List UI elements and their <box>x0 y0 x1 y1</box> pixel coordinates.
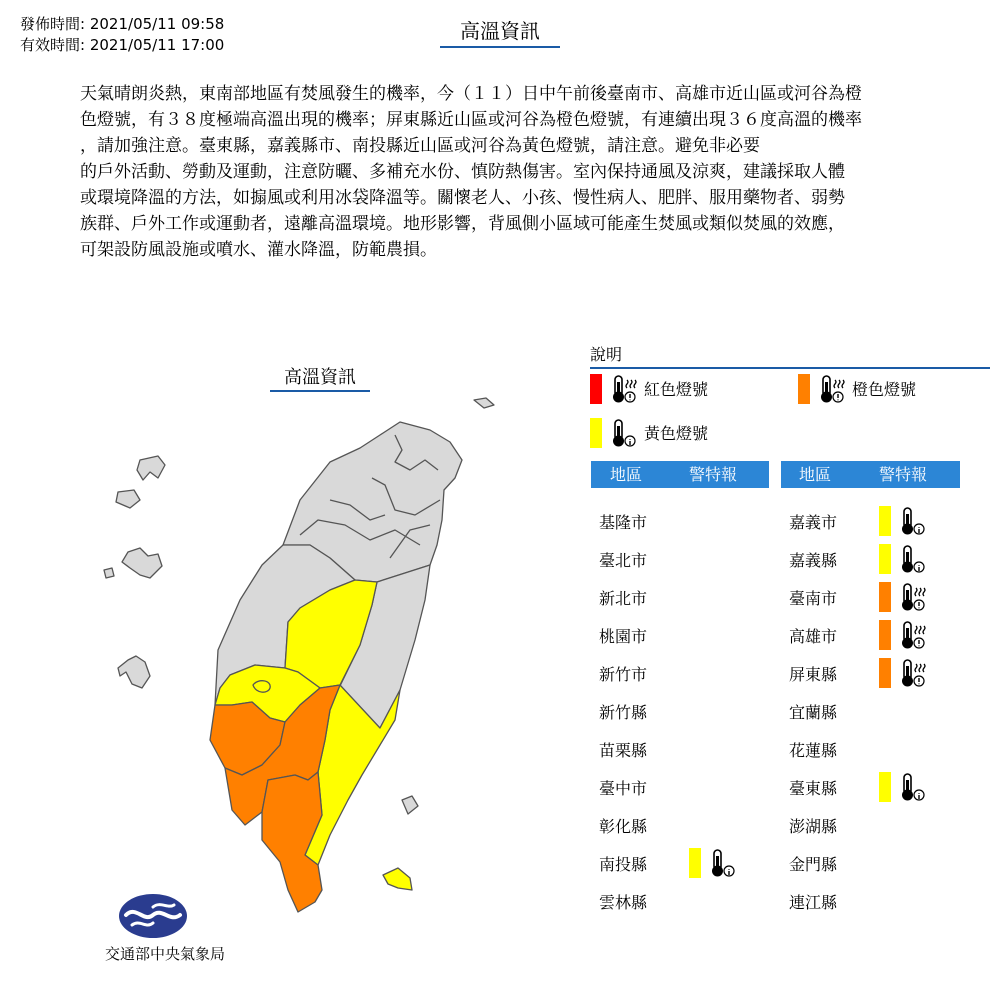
warning-swatch <box>689 848 701 878</box>
table-row <box>789 882 959 920</box>
thermometer-heat-icon <box>897 620 927 650</box>
table-row <box>599 692 769 730</box>
map-region-penghu <box>122 548 162 578</box>
issue-time: 發佈時間: 2021/05/11 09:58 <box>20 15 225 33</box>
region-name: 高雄市 <box>789 627 838 646</box>
thermometer-heat-icon <box>816 374 846 404</box>
region-name: 臺北市 <box>599 551 648 570</box>
map-region-guishan-island <box>474 398 494 408</box>
thermometer-heat-icon <box>608 374 638 404</box>
map-region-penghu <box>104 568 114 578</box>
table-row <box>789 768 959 806</box>
region-name: 臺中市 <box>599 779 648 798</box>
table-row <box>599 844 769 882</box>
table-row <box>789 654 959 692</box>
map-region-penghu <box>116 490 140 508</box>
agency-name: 交通部中央氣象局 <box>104 945 225 963</box>
table-row <box>599 768 769 806</box>
legend-swatch <box>590 418 602 448</box>
region-name: 桃園市 <box>599 627 648 646</box>
description-line: 族群、戶外工作或運動者，遠離高溫環境。地形影響，背風側小區域可能產生焚風或類似焚風的效應， <box>80 214 845 234</box>
map-title: 高溫資訊 <box>270 367 370 392</box>
table-row <box>789 540 959 578</box>
region-name: 嘉義縣 <box>789 551 838 570</box>
region-name: 連江縣 <box>789 893 838 912</box>
cwb-logo <box>118 893 188 939</box>
table-row <box>599 882 769 920</box>
region-name: 南投縣 <box>599 855 648 874</box>
thermometer-info-icon <box>897 544 927 574</box>
table-row <box>599 806 769 844</box>
description-line: 可架設防風設施或噴水、灌水降溫，防範農損。 <box>80 240 437 260</box>
table-row <box>599 502 769 540</box>
region-name: 澎湖縣 <box>789 817 838 836</box>
description-line: 色燈號，有３８度極端高溫出現的機率；屏東縣近山區或河谷為橙色燈號，有連續出現３６度高溫的機率 <box>80 110 862 130</box>
legend-swatch <box>590 374 602 404</box>
region-name: 彰化縣 <box>599 817 648 836</box>
table-header-right <box>781 461 960 488</box>
region-name: 臺東縣 <box>789 779 838 798</box>
description-line: ，請加強注意。臺東縣，嘉義縣市、南投縣近山區或河谷為黃色燈號，請注意。避免非必要 <box>80 136 760 156</box>
table-row <box>789 502 959 540</box>
table-row <box>599 730 769 768</box>
valid-time: 有效時間: 2021/05/11 17:00 <box>20 36 225 54</box>
table-row <box>789 578 959 616</box>
region-name: 新竹市 <box>599 665 648 684</box>
table-header-left <box>591 461 769 488</box>
table-row <box>599 616 769 654</box>
region-name: 宜蘭縣 <box>789 703 838 722</box>
warning-swatch <box>879 582 891 612</box>
thermometer-info-icon <box>608 418 638 448</box>
legend-label: 橙色燈號 <box>852 380 917 399</box>
region-name: 雲林縣 <box>599 893 648 912</box>
legend-swatch <box>798 374 810 404</box>
column-header-warning: 警特報 <box>689 465 738 484</box>
map-region-penghu <box>118 656 150 688</box>
thermometer-info-icon <box>707 848 737 878</box>
warning-swatch <box>879 772 891 802</box>
table-row <box>599 540 769 578</box>
table-row <box>789 730 959 768</box>
legend-title: 說明 <box>590 344 990 369</box>
description-line: 或環境降溫的方法，如搧風或利用冰袋降溫等。關懷老人、小孩、慢性病人、肥胖、服用藥物者、弱勢 <box>80 188 845 208</box>
thermometer-heat-icon <box>897 658 927 688</box>
region-name: 嘉義市 <box>789 513 838 532</box>
map-region-penghu <box>137 456 165 480</box>
column-header-warning: 警特報 <box>879 465 928 484</box>
region-name: 基隆市 <box>599 513 648 532</box>
region-name: 金門縣 <box>789 855 838 874</box>
region-name: 花蓮縣 <box>789 741 838 760</box>
description-line: 的戶外活動、勞動及運動，注意防曬、多補充水份、慎防熱傷害。室內保持通風及涼爽，建議採取人體 <box>80 162 845 182</box>
warning-swatch <box>879 544 891 574</box>
map-region-orchid-island <box>383 868 412 890</box>
table-row <box>789 616 959 654</box>
region-name: 新北市 <box>599 589 648 608</box>
description-line: 天氣晴朗炎熱，東南部地區有焚風發生的機率，今（１１）日中午前後臺南市、高雄市近山區或河谷為橙 <box>80 84 862 104</box>
region-name: 臺南市 <box>789 589 838 608</box>
thermometer-info-icon <box>897 506 927 536</box>
region-name: 屏東縣 <box>789 665 838 684</box>
page-title: 高溫資訊 <box>440 18 560 48</box>
thermometer-info-icon <box>897 772 927 802</box>
legend-label: 黃色燈號 <box>644 424 709 443</box>
table-row <box>789 844 959 882</box>
legend-label: 紅色燈號 <box>644 380 709 399</box>
table-row <box>789 806 959 844</box>
warning-swatch <box>879 658 891 688</box>
table-row <box>789 692 959 730</box>
warning-swatch <box>879 506 891 536</box>
warning-swatch <box>879 620 891 650</box>
column-header-region: 地區 <box>799 465 832 484</box>
table-row <box>599 654 769 692</box>
table-row <box>599 578 769 616</box>
region-name: 新竹縣 <box>599 703 648 722</box>
column-header-region: 地區 <box>610 465 643 484</box>
map-region-green-island <box>402 796 418 814</box>
thermometer-heat-icon <box>897 582 927 612</box>
region-name: 苗栗縣 <box>599 741 648 760</box>
